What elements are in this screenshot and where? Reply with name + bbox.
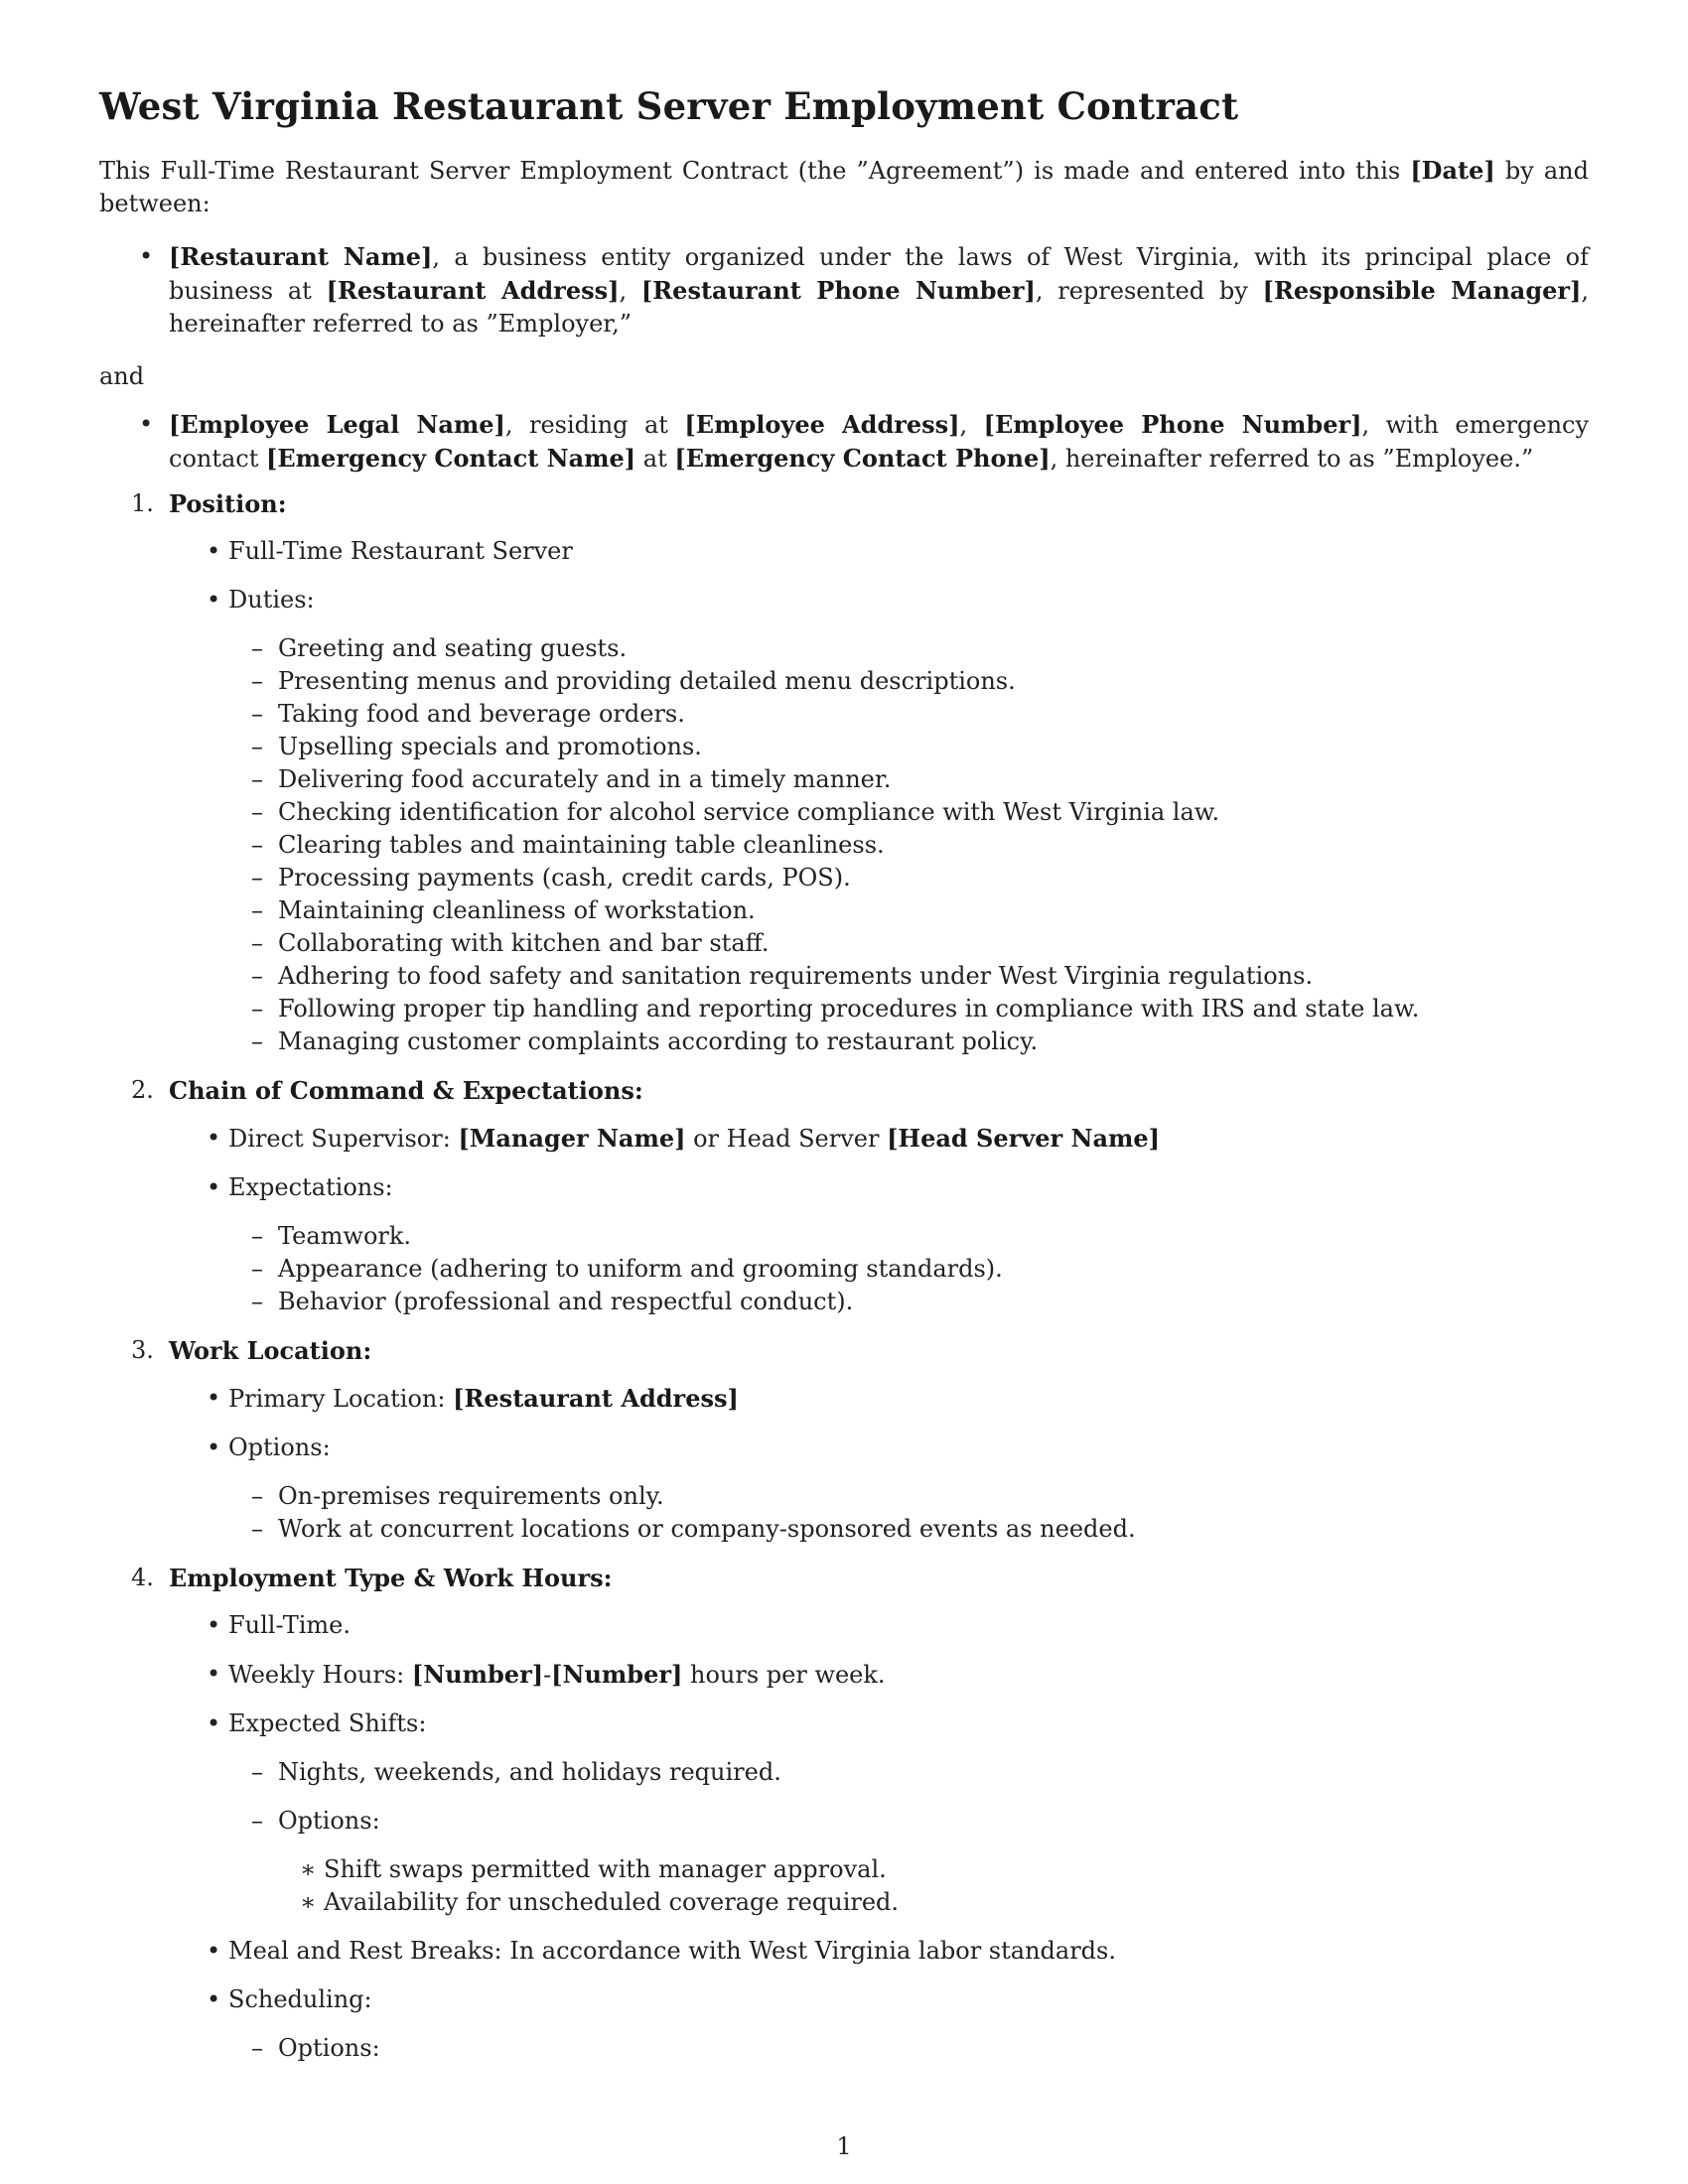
employee-text: , (959, 411, 984, 439)
duty-item: – Presenting menus and providing detailed menu descriptions. (228, 665, 1589, 698)
duty-item: – Greeting and seating guests. (228, 632, 1589, 665)
duty-item: – Maintaining cleanliness of workstation. (228, 894, 1589, 927)
list-item (169, 584, 1589, 1058)
duty-item: – Upselling specials and promotions. (228, 731, 1589, 763)
section-chain-of-command (99, 1074, 1589, 1318)
duty-item: – Clearing tables and maintaining table cleanliness. (228, 829, 1589, 862)
emergency-contact-name-placeholder: [Emergency Contact Name] (266, 444, 636, 473)
options-label: Options: (278, 1807, 380, 1835)
employee-text: , residing at (504, 411, 685, 439)
section-heading: Work Location: (169, 1336, 372, 1365)
duty-item: – Adhering to food safety and sanitation requirements under West Virginia regulations. (228, 960, 1589, 993)
intro-text-after: by and between: (99, 157, 1589, 217)
duty-item: – Checking identification for alcohol service compliance with West Virginia law. (228, 796, 1589, 829)
restaurant-phone-placeholder: [Restaurant Phone Number] (640, 276, 1036, 305)
duty-item: – Collaborating with kitchen and bar staff. (228, 927, 1589, 960)
expectation-item: – Appearance (adhering to uniform and grooming standards). (228, 1253, 1589, 1286)
expectation-item: – Teamwork. (228, 1220, 1589, 1253)
emergency-contact-phone-placeholder: [Emergency Contact Phone] (674, 444, 1051, 473)
duty-item: – Following proper tip handling and reporting procedures in compliance with IRS and state law. (228, 993, 1589, 1025)
restaurant-address-placeholder: [Restaurant Address] (453, 1384, 739, 1413)
section-employment-type (99, 1562, 1589, 2065)
section-heading: Employment Type & Work Hours: (169, 1564, 613, 1592)
employee-phone-placeholder: [Employee Phone Number] (983, 410, 1362, 439)
duties-list (228, 632, 1589, 1058)
employment-type-list (169, 1609, 1589, 2065)
chain-of-command-list (169, 1122, 1589, 1318)
primary-location-label: Primary Location: (228, 1385, 454, 1413)
supervisor-label: Direct Supervisor: (228, 1125, 459, 1153)
list-item (169, 1707, 1589, 1919)
option-item: – Work at concurrent locations or company-sponsored events as needed. (228, 1513, 1589, 1546)
list-item: • Full-Time. (169, 1609, 1589, 1642)
shift-item: – Nights, weekends, and holidays required. (228, 1756, 1589, 1789)
options-label: Options: (228, 1433, 331, 1461)
duty-item: – Delivering food accurately and in a timely manner. (228, 763, 1589, 796)
list-item (169, 1171, 1589, 1318)
scheduling-label: Scheduling: (228, 1985, 372, 2013)
list-item: • Meal and Rest Breaks: In accordance with West Virginia labor standards. (169, 1935, 1589, 1968)
section-number: 2. (131, 1076, 154, 1104)
duty-item: – Managing customer complaints according to restaurant policy. (228, 1025, 1589, 1058)
dash-text: - (543, 1661, 552, 1689)
employee-text: , hereinafter referred to as ”Employee.” (1050, 445, 1534, 473)
and-connector: and (99, 362, 145, 390)
manager-name-placeholder: [Manager Name] (458, 1124, 686, 1153)
document-title: West Virginia Restaurant Server Employment Contract (99, 84, 1239, 128)
expectations-label: Expectations: (228, 1173, 393, 1201)
shift-item (228, 1805, 1589, 1919)
work-location-list (169, 1382, 1589, 1546)
duty-item: – Taking food and beverage orders. (228, 698, 1589, 731)
employer-party (99, 240, 1589, 341)
section-number: 1. (131, 489, 154, 517)
section-heading: Chain of Command & Expectations: (169, 1076, 643, 1105)
section-position (99, 487, 1589, 1058)
shifts-list (228, 1756, 1589, 1919)
employer-text: , a business entity organized under the laws of West Virginia, with its principal place of business at (169, 243, 1589, 305)
shift-option-item: ∗ Availability for unscheduled coverage required. (278, 1886, 1589, 1919)
date-placeholder: [Date] (1410, 156, 1495, 185)
list-item: • Full-Time Restaurant Server (169, 535, 1589, 568)
employee-text: at (635, 445, 675, 473)
number-placeholder: [Number] (411, 1660, 544, 1689)
employer-text: , (619, 277, 641, 305)
restaurant-address-placeholder: [Restaurant Address] (326, 276, 620, 305)
intro-paragraph (99, 154, 1589, 220)
employer-text: , represented by (1035, 277, 1263, 305)
weekly-hours-suffix: hours per week. (682, 1661, 886, 1689)
responsible-manager-placeholder: [Responsible Manager] (1262, 276, 1582, 305)
section-work-location (99, 1334, 1589, 1546)
document-page (99, 84, 1589, 2081)
location-options-list (228, 1480, 1589, 1546)
position-list (169, 535, 1589, 1058)
employee-party-list (99, 408, 1589, 476)
list-item (169, 1432, 1589, 1546)
weekly-hours-label: Weekly Hours: (228, 1661, 412, 1689)
employee-party (99, 408, 1589, 476)
supervisor-item (169, 1122, 1589, 1156)
primary-location-item (169, 1382, 1589, 1416)
contract-sections (99, 487, 1589, 2065)
expectation-item: – Behavior (professional and respectful conduct). (228, 1286, 1589, 1318)
employer-text: , hereinafter referred to as ”Employer,” (169, 277, 1590, 338)
weekly-hours-item (169, 1658, 1589, 1692)
employee-text: , with emergency contact (169, 411, 1590, 473)
expected-shifts-label: Expected Shifts: (228, 1709, 427, 1737)
scheduling-list (228, 2032, 1589, 2065)
intro-text-before: This Full-Time Restaurant Server Employment Contract (the ”Agreement”) is made and entered into this (99, 157, 1411, 185)
employee-address-placeholder: [Employee Address] (684, 410, 960, 439)
head-server-name-placeholder: [Head Server Name] (887, 1124, 1161, 1153)
duty-item: – Processing payments (cash, credit cards, POS). (228, 862, 1589, 894)
number-placeholder: [Number] (551, 1660, 683, 1689)
shift-options-list (278, 1853, 1589, 1919)
restaurant-name-placeholder: [Restaurant Name] (169, 242, 433, 271)
supervisor-text: or Head Server (685, 1125, 888, 1153)
page-number: 1 (836, 2132, 852, 2160)
shift-option-item: ∗ Shift swaps permitted with manager approval. (278, 1853, 1589, 1886)
option-item: – On-premises requirements only. (228, 1480, 1589, 1513)
section-heading: Position: (169, 489, 287, 518)
option-item: – Options: (228, 2032, 1589, 2065)
section-number: 4. (131, 1564, 154, 1591)
expectations-list (228, 1220, 1589, 1318)
section-number: 3. (131, 1336, 154, 1364)
list-item (169, 1983, 1589, 2065)
employee-name-placeholder: [Employee Legal Name] (169, 410, 505, 439)
employer-party-list (99, 240, 1589, 341)
duties-label: Duties: (228, 586, 315, 614)
